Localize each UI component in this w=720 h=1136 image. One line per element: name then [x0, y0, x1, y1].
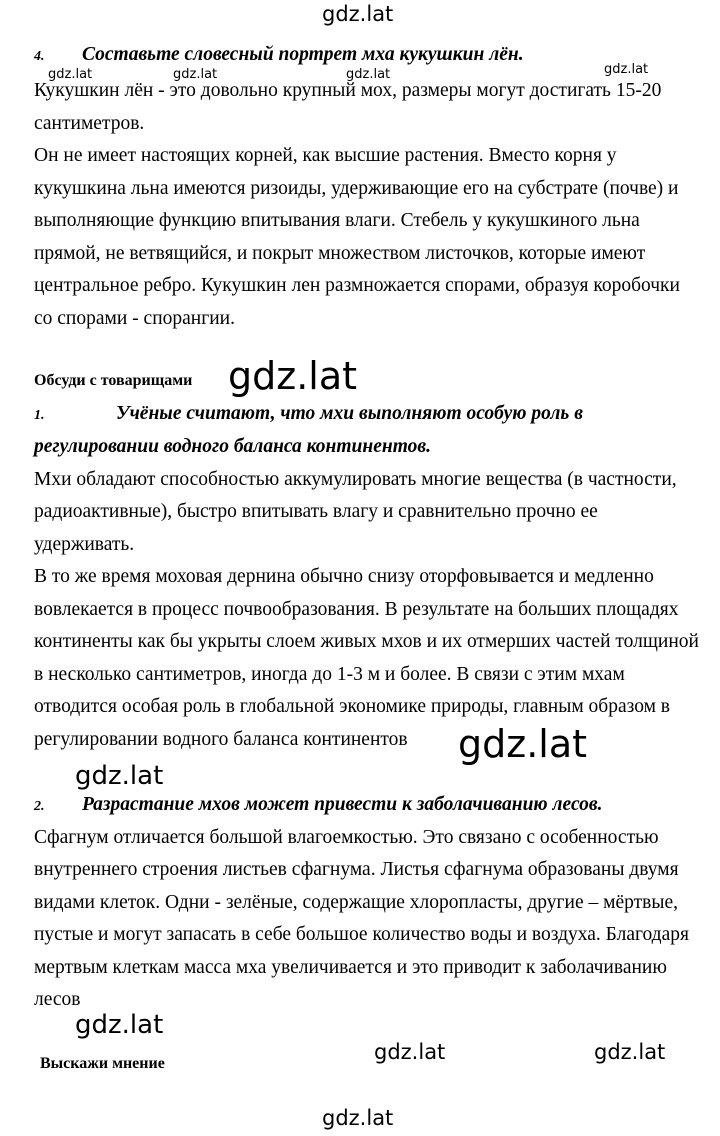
- paragraph-line: сантиметров.: [34, 113, 145, 134]
- paragraph-line: мертвым клеткам масса мха увеличивается и это приводит к заболачиванию: [34, 957, 667, 978]
- question-title: Учёные считают, что мхи выполняют особую роль в: [116, 403, 583, 424]
- paragraph-line: континенты как бы укрыты слоем живых мхов и их отмерших частей толщиной: [34, 631, 699, 652]
- paragraph-line: внутреннего строения листьев сфагнума. Листья сфагнума образованы двумя: [34, 859, 679, 880]
- paragraph-line: со спорами - спорангии.: [34, 308, 235, 329]
- question-4-heading: [34, 38, 524, 73]
- paragraph-line: Кукушкин лён - это довольно крупный мох, размеры могут достигать 15-20: [34, 80, 662, 101]
- paragraph-line: регулировании водного баланса континентов: [34, 729, 408, 750]
- watermark: gdz.lat: [458, 722, 588, 766]
- paragraph-line: прямой, не ветвящийся, и покрыт множеством листочков, которые имеют: [34, 243, 646, 264]
- section-heading-opinion: Выскажи мнение: [40, 1055, 165, 1072]
- watermark: gdz.lat: [604, 62, 649, 77]
- section-heading-discuss: Обсуди с товарищами: [34, 372, 193, 389]
- question-number: 4.: [34, 49, 45, 64]
- question-title: Составьте словесный портрет мха кукушкин лён.: [82, 44, 524, 65]
- paragraph-line: выполняющие функцию впитывания влаги. Стебель у кукушкиного льна: [34, 210, 640, 231]
- question-title: Разрастание мхов может привести к заболачиванию лесов.: [82, 794, 603, 815]
- watermark: gdz.lat: [75, 761, 164, 791]
- paragraph-line: вовлекается в процесс почвообразования. В результате на больших площадях: [34, 599, 679, 620]
- paragraph-line: пустые и могут запасать в себе большое количество воды и воздуха. Благодаря: [34, 924, 689, 945]
- paragraph-line: центральное ребро. Кукушкин лен размножается спорами, образуя коробочки: [34, 275, 680, 296]
- watermark: gdz.lat: [75, 1010, 164, 1040]
- watermark: gdz.lat: [322, 2, 394, 26]
- watermark: gdz.lat: [173, 67, 218, 82]
- question-title-continued: регулировании водного баланса континентов.: [34, 436, 431, 457]
- watermark: gdz.lat: [594, 1040, 666, 1064]
- question-number: 1.: [34, 408, 45, 423]
- question-1-heading: [34, 397, 583, 432]
- question-number: 2.: [34, 799, 45, 814]
- paragraph-line: видами клеток. Одни - зелёные, содержащие хлоропласты, другие – мёртвые,: [34, 892, 678, 913]
- paragraph-line: Он не имеет настоящих корней, как высшие растения. Вместо корня у: [34, 145, 617, 166]
- paragraph-line: отводится особая роль в глобальной экономике природы, главным образом в: [34, 696, 670, 717]
- paragraph-line: В то же время моховая дернина обычно снизу оторфовывается и медленно: [34, 566, 654, 587]
- paragraph-line: в несколько сантиметров, иногда до 1-3 м и более. В связи с этим мхам: [34, 664, 625, 685]
- watermark: gdz.lat: [374, 1040, 446, 1064]
- watermark: gdz.lat: [322, 1106, 394, 1130]
- paragraph-line: Сфагнум отличается большой влагоемкостью. Это связано с особенностью: [34, 827, 659, 848]
- watermark: gdz.lat: [228, 354, 358, 398]
- watermark: gdz.lat: [346, 67, 391, 82]
- paragraph-line: лесов: [34, 989, 81, 1010]
- question-2-heading: [34, 788, 602, 823]
- paragraph-line: Мхи обладают способностью аккумулировать многие вещества (в частности,: [34, 469, 677, 490]
- watermark: gdz.lat: [48, 67, 93, 82]
- paragraph-line: радиоактивные), быстро впитывать влагу и сравнительно прочно ее: [34, 501, 598, 522]
- paragraph-line: удерживать.: [34, 534, 135, 555]
- paragraph-line: кукушкина льна имеются ризоиды, удерживающие его на субстрате (почве) и: [34, 178, 679, 199]
